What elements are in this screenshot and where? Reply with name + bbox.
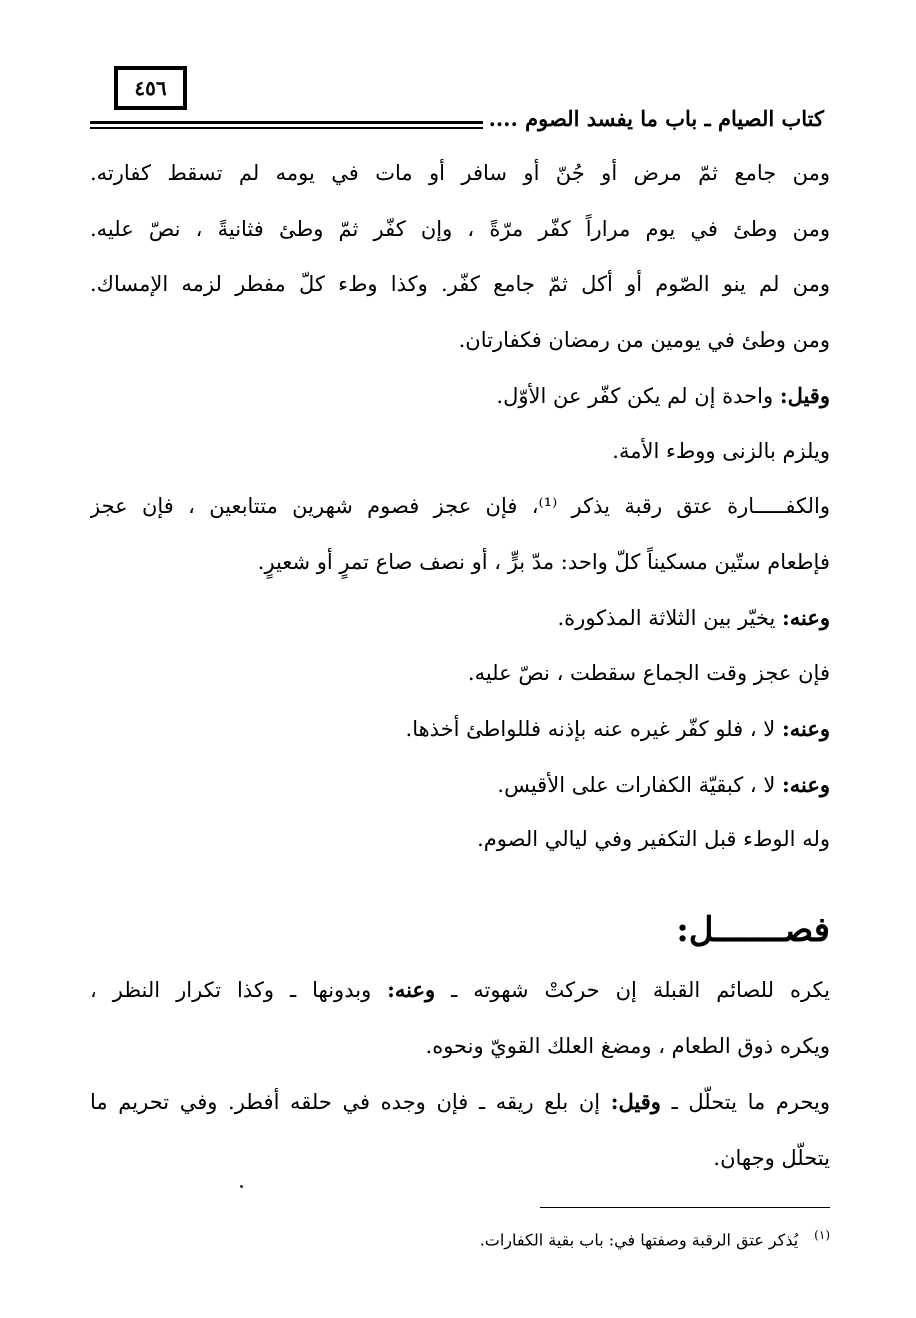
text-span: ويحرم ما يتحلّل ـ xyxy=(660,1090,830,1114)
page-number: ٤٥٦ xyxy=(114,66,187,110)
running-header xyxy=(90,104,830,138)
footnote xyxy=(400,1222,830,1253)
text-line: فإن عجز وقت الجماع سقطت ، نصّ عليه. xyxy=(467,660,830,685)
text-line: ويكره ذوق الطعام ، ومضغ العلك القويّ ونحوه. xyxy=(425,1034,830,1058)
qil-label: وقيل: xyxy=(779,383,830,408)
speck xyxy=(240,1185,243,1188)
anhu-text: لا ، فلو كفّر غيره عنه بإذنه فللواطئ أخذها. xyxy=(405,717,782,741)
text-line-anhu xyxy=(90,701,830,757)
text-line: ويلزم بالزنى ووطء الأمة. xyxy=(612,438,830,463)
text-line: ومن وطئ في يومين من رمضان فكفارتان. xyxy=(458,327,830,352)
text-line: يتحلّل وجهان. xyxy=(713,1146,830,1170)
text-line xyxy=(90,1074,830,1130)
text-line: والكفـــــارة عتق رقبة يذكر ⁽¹⁾، فإن عجز فصوم شهرين متتابعين ، فإن عجز xyxy=(90,494,830,518)
running-title: كتاب الصيام ـ باب ما يفسد الصوم .... xyxy=(483,104,830,134)
footnote-rule xyxy=(540,1207,830,1208)
anhu-label: وعنه: xyxy=(781,716,830,741)
text-line-qil xyxy=(90,368,830,424)
text-line: ومن جامع ثمّ مرض أو جُنّ أو سافر أو مات في يومه لم تسقط كفارته. xyxy=(90,161,830,185)
text-span: وبدونها ـ وكذا تكرار النظر ، xyxy=(90,978,388,1002)
text-line xyxy=(90,962,830,1018)
qil-text: واحدة إن لم يكن كفّر عن الأوّل. xyxy=(496,384,780,408)
text-line-anhu xyxy=(90,590,830,646)
text-line: وله الوطء قبل التكفير وفي ليالي الصوم. xyxy=(477,827,830,851)
anhu-label: وعنه: xyxy=(781,605,830,630)
main-text xyxy=(90,146,830,868)
text-line: فإطعام ستّين مسكيناً كلّ واحد: مدّ برٍّ ، أو نصف صاع تمرٍ أو شعيرٍ. xyxy=(257,549,830,574)
text-span: إن بلع ريقه ـ فإن وجده في حلقه أفطر. وفي تحريم ما xyxy=(90,1090,611,1114)
anhu-label: وعنه: xyxy=(781,771,830,797)
anhu-text: يخيّر بين الثلاثة المذكورة. xyxy=(557,606,782,630)
section-heading: فصـــــــل: xyxy=(676,910,830,950)
qil-label: وقيل: xyxy=(610,1089,661,1114)
anhu-label: وعنه: xyxy=(387,977,436,1002)
text-line: ومن لم ينو الصّوم أو أكل ثمّ جامع كفّر. وكذا وطء كلّ مفطر لزمه الإمساك. xyxy=(90,272,830,296)
footnote-number: (١) xyxy=(814,1228,830,1242)
text-line: ومن وطئ في يوم مراراً كفّر مرّةً ، وإن كفّر ثمّ وطئ فثانيةً ، نصّ عليه. xyxy=(90,216,830,241)
footnote-text: يُذكر عتق الرقبة وصفتها في: باب بقية الكفارات. xyxy=(479,1230,799,1250)
text-line-anhu xyxy=(90,757,830,813)
section-text xyxy=(90,962,830,1186)
text-span: يكره للصائم القبلة إن حركتْ شهوته ـ xyxy=(435,978,830,1002)
anhu-text: لا ، كبقيّة الكفارات على الأقيس. xyxy=(497,772,782,797)
